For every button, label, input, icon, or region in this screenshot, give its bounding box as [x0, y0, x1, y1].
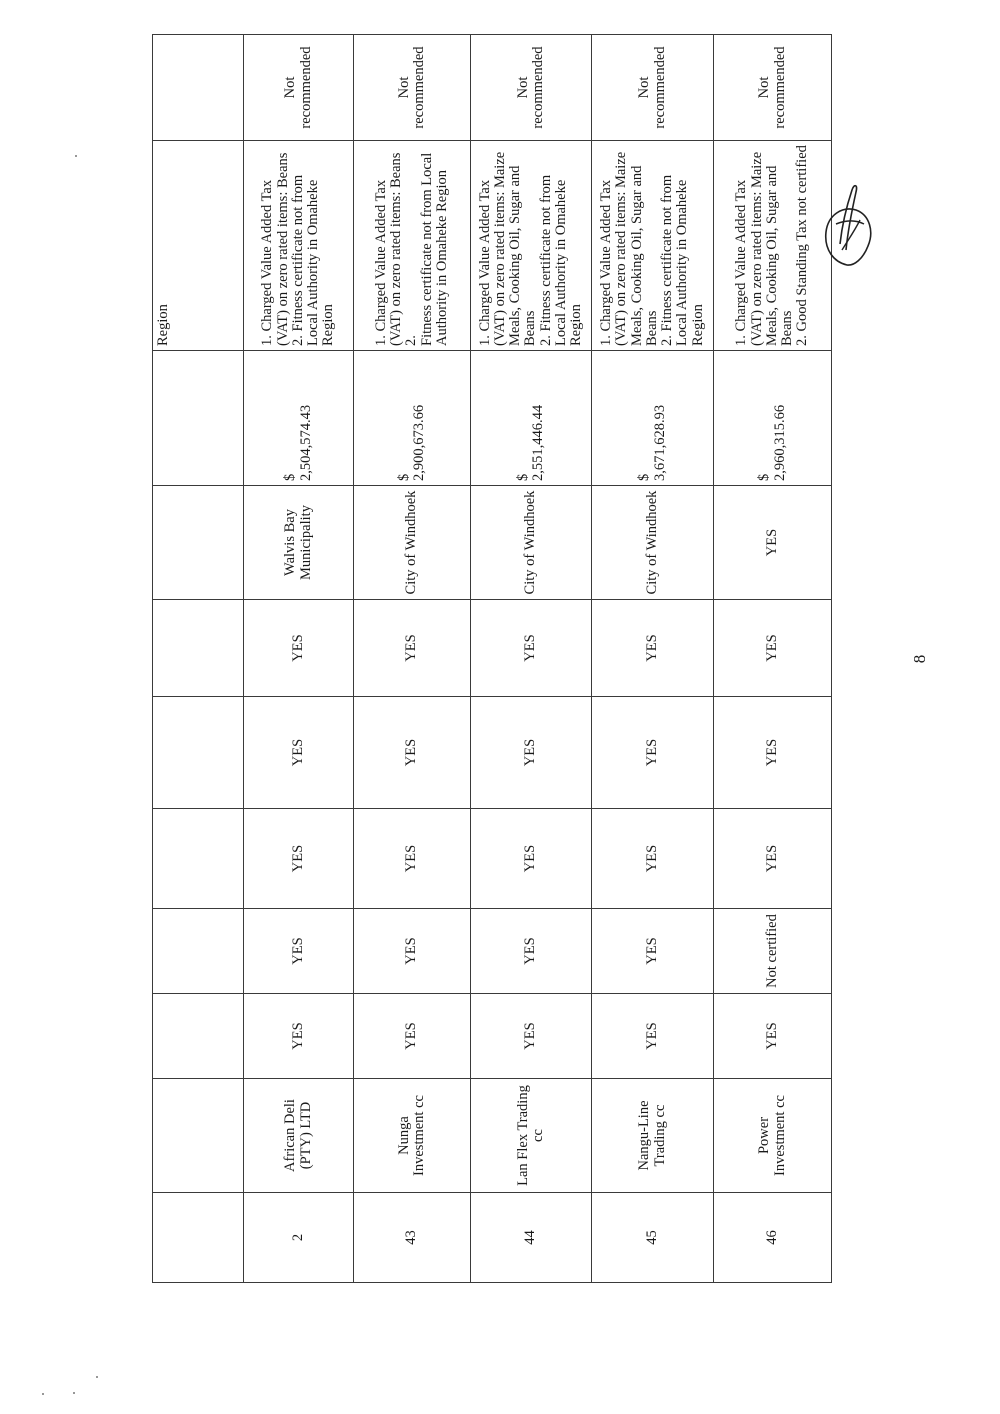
- company-name: Power Investment cc: [714, 1079, 832, 1193]
- evaluation-table: [152, 34, 832, 1283]
- header-cell-no: [153, 1193, 244, 1283]
- currency-symbol: $: [395, 473, 412, 481]
- criterion-2-value: Not certified: [714, 909, 832, 994]
- rotated-table-wrapper: [152, 45, 822, 1283]
- reason-line: 2. Fitness certificate not from Local Authority in Omaheke Region: [537, 174, 584, 346]
- company-name: Nangu-Line Trading cc: [592, 1079, 714, 1193]
- scan-speck: [42, 1393, 44, 1395]
- reason-line: 2. Good Standing Tax not certified: [794, 145, 811, 346]
- criterion-2-value: YES: [354, 909, 471, 994]
- criterion-5-value: YES: [471, 600, 592, 697]
- bid-amount-cell: [714, 351, 832, 486]
- criterion-4-value: YES: [354, 697, 471, 809]
- reason-line: 1. Charged Value Added Tax (VAT) on zero rated items: Beans 2.: [372, 152, 420, 346]
- header-cell-fitness: [153, 486, 244, 600]
- criterion-2-value: YES: [244, 909, 354, 994]
- criterion-3-value: YES: [592, 809, 714, 909]
- currency-symbol: $: [282, 473, 298, 481]
- row-number: 43: [354, 1193, 471, 1283]
- header-cell-3: [153, 809, 244, 909]
- row-number: 44: [471, 1193, 592, 1283]
- bid-amount: 2,504,574.43: [297, 404, 314, 481]
- criterion-3-value: YES: [244, 809, 354, 909]
- fitness-authority: YES: [714, 486, 832, 600]
- fitness-authority: City of Windhoek: [354, 486, 471, 600]
- reason-line: 2. Fitness certificate not from Local Authority in Omaheke Region: [289, 174, 337, 346]
- header-cell-4: [153, 697, 244, 809]
- table-row: [354, 35, 471, 1283]
- criterion-1-value: YES: [714, 994, 832, 1079]
- bid-amount-cell: [592, 351, 714, 486]
- table-row: [471, 35, 592, 1283]
- scan-speck: [96, 1376, 98, 1378]
- recommendation: Not recommended: [714, 35, 832, 141]
- fitness-authority: City of Windhoek: [471, 486, 592, 600]
- bid-amount-cell: [244, 351, 354, 486]
- recommendation: Not recommended: [354, 35, 471, 141]
- currency-symbol: $: [636, 473, 652, 481]
- recommendation: Not recommended: [244, 35, 354, 141]
- bid-amount: 3,671,628.93: [651, 404, 668, 481]
- disqualification-reasons: [592, 141, 714, 351]
- bid-amount: 2,551,446.44: [530, 404, 546, 481]
- handwritten-signature: [812, 180, 882, 272]
- table-row: [592, 35, 714, 1283]
- criterion-5-value: YES: [244, 600, 354, 697]
- criterion-1-value: YES: [244, 994, 354, 1079]
- disqualification-reasons: [244, 141, 354, 351]
- row-number: 45: [592, 1193, 714, 1283]
- recommendation: Not recommended: [592, 35, 714, 141]
- currency-symbol: $: [756, 473, 772, 481]
- header-cell-5: [153, 600, 244, 697]
- criterion-5-value: YES: [714, 600, 832, 697]
- criterion-1-value: YES: [592, 994, 714, 1079]
- header-cell-1: [153, 994, 244, 1079]
- reason-line: 1. Charged Value Added Tax (VAT) on zero rated items: Beans: [259, 152, 291, 346]
- fitness-authority: City of Windhoek: [592, 486, 714, 600]
- criterion-1-value: YES: [354, 994, 471, 1079]
- reason-line: 2. Fitness certificate not from Local Authority in Omaheke Region: [659, 174, 706, 346]
- disqualification-reasons: [471, 141, 592, 351]
- criterion-5-value: YES: [592, 600, 714, 697]
- table-row: [244, 35, 354, 1283]
- header-row: [153, 35, 244, 1283]
- criterion-5-value: YES: [354, 600, 471, 697]
- criterion-2-value: YES: [592, 909, 714, 994]
- reason-line: 1. Charged Value Added Tax (VAT) on zero rated items: Maize Meals, Cooking Oil, Sugar and Beans: [598, 151, 660, 346]
- reason-line: 1. Charged Value Added Tax (VAT) on zero rated items: Maize Meals, Cooking Oil, Sugar and Beans: [733, 151, 796, 346]
- header-cell-recommendation: [153, 35, 244, 141]
- company-name: Lan Flex Trading cc: [471, 1079, 592, 1193]
- bid-amount: 2,900,673.66: [411, 404, 427, 481]
- criterion-3-value: YES: [354, 809, 471, 909]
- company-name: African Deli (PTY) LTD: [244, 1079, 354, 1193]
- criterion-1-value: YES: [471, 994, 592, 1079]
- disqualification-reasons: [354, 141, 471, 351]
- row-number: 2: [244, 1193, 354, 1283]
- bid-amount-cell: [354, 351, 471, 486]
- criterion-2-value: YES: [471, 909, 592, 994]
- criterion-4-value: YES: [592, 697, 714, 809]
- fitness-authority: Walvis Bay Municipality: [244, 486, 354, 600]
- recommendation: Not recommended: [471, 35, 592, 141]
- header-cell-reason: Region: [153, 141, 244, 351]
- header-cell-2: [153, 909, 244, 994]
- row-number: 46: [714, 1193, 832, 1283]
- criterion-4-value: YES: [471, 697, 592, 809]
- scan-speck: [73, 1392, 75, 1394]
- header-cell-amount: [153, 351, 244, 486]
- criterion-3-value: YES: [714, 809, 832, 909]
- bid-amount-cell: [471, 351, 592, 486]
- bid-amount: 2,960,315.66: [771, 404, 788, 481]
- criterion-3-value: YES: [471, 809, 592, 909]
- page-number: 8: [910, 654, 929, 664]
- currency-symbol: $: [514, 473, 531, 481]
- reason-line: 1. Charged Value Added Tax (VAT) on zero rated items: Maize Meals, Cooking Oil, Sugar and Beans: [476, 151, 539, 346]
- header-cell-company: [153, 1079, 244, 1193]
- criterion-4-value: YES: [714, 697, 832, 809]
- criterion-4-value: YES: [244, 697, 354, 809]
- scan-speck: [75, 155, 77, 157]
- reason-line: Fitness certificate not from Local Authority in Omaheke Region: [418, 152, 450, 346]
- company-name: Nunga Investment cc: [354, 1079, 471, 1193]
